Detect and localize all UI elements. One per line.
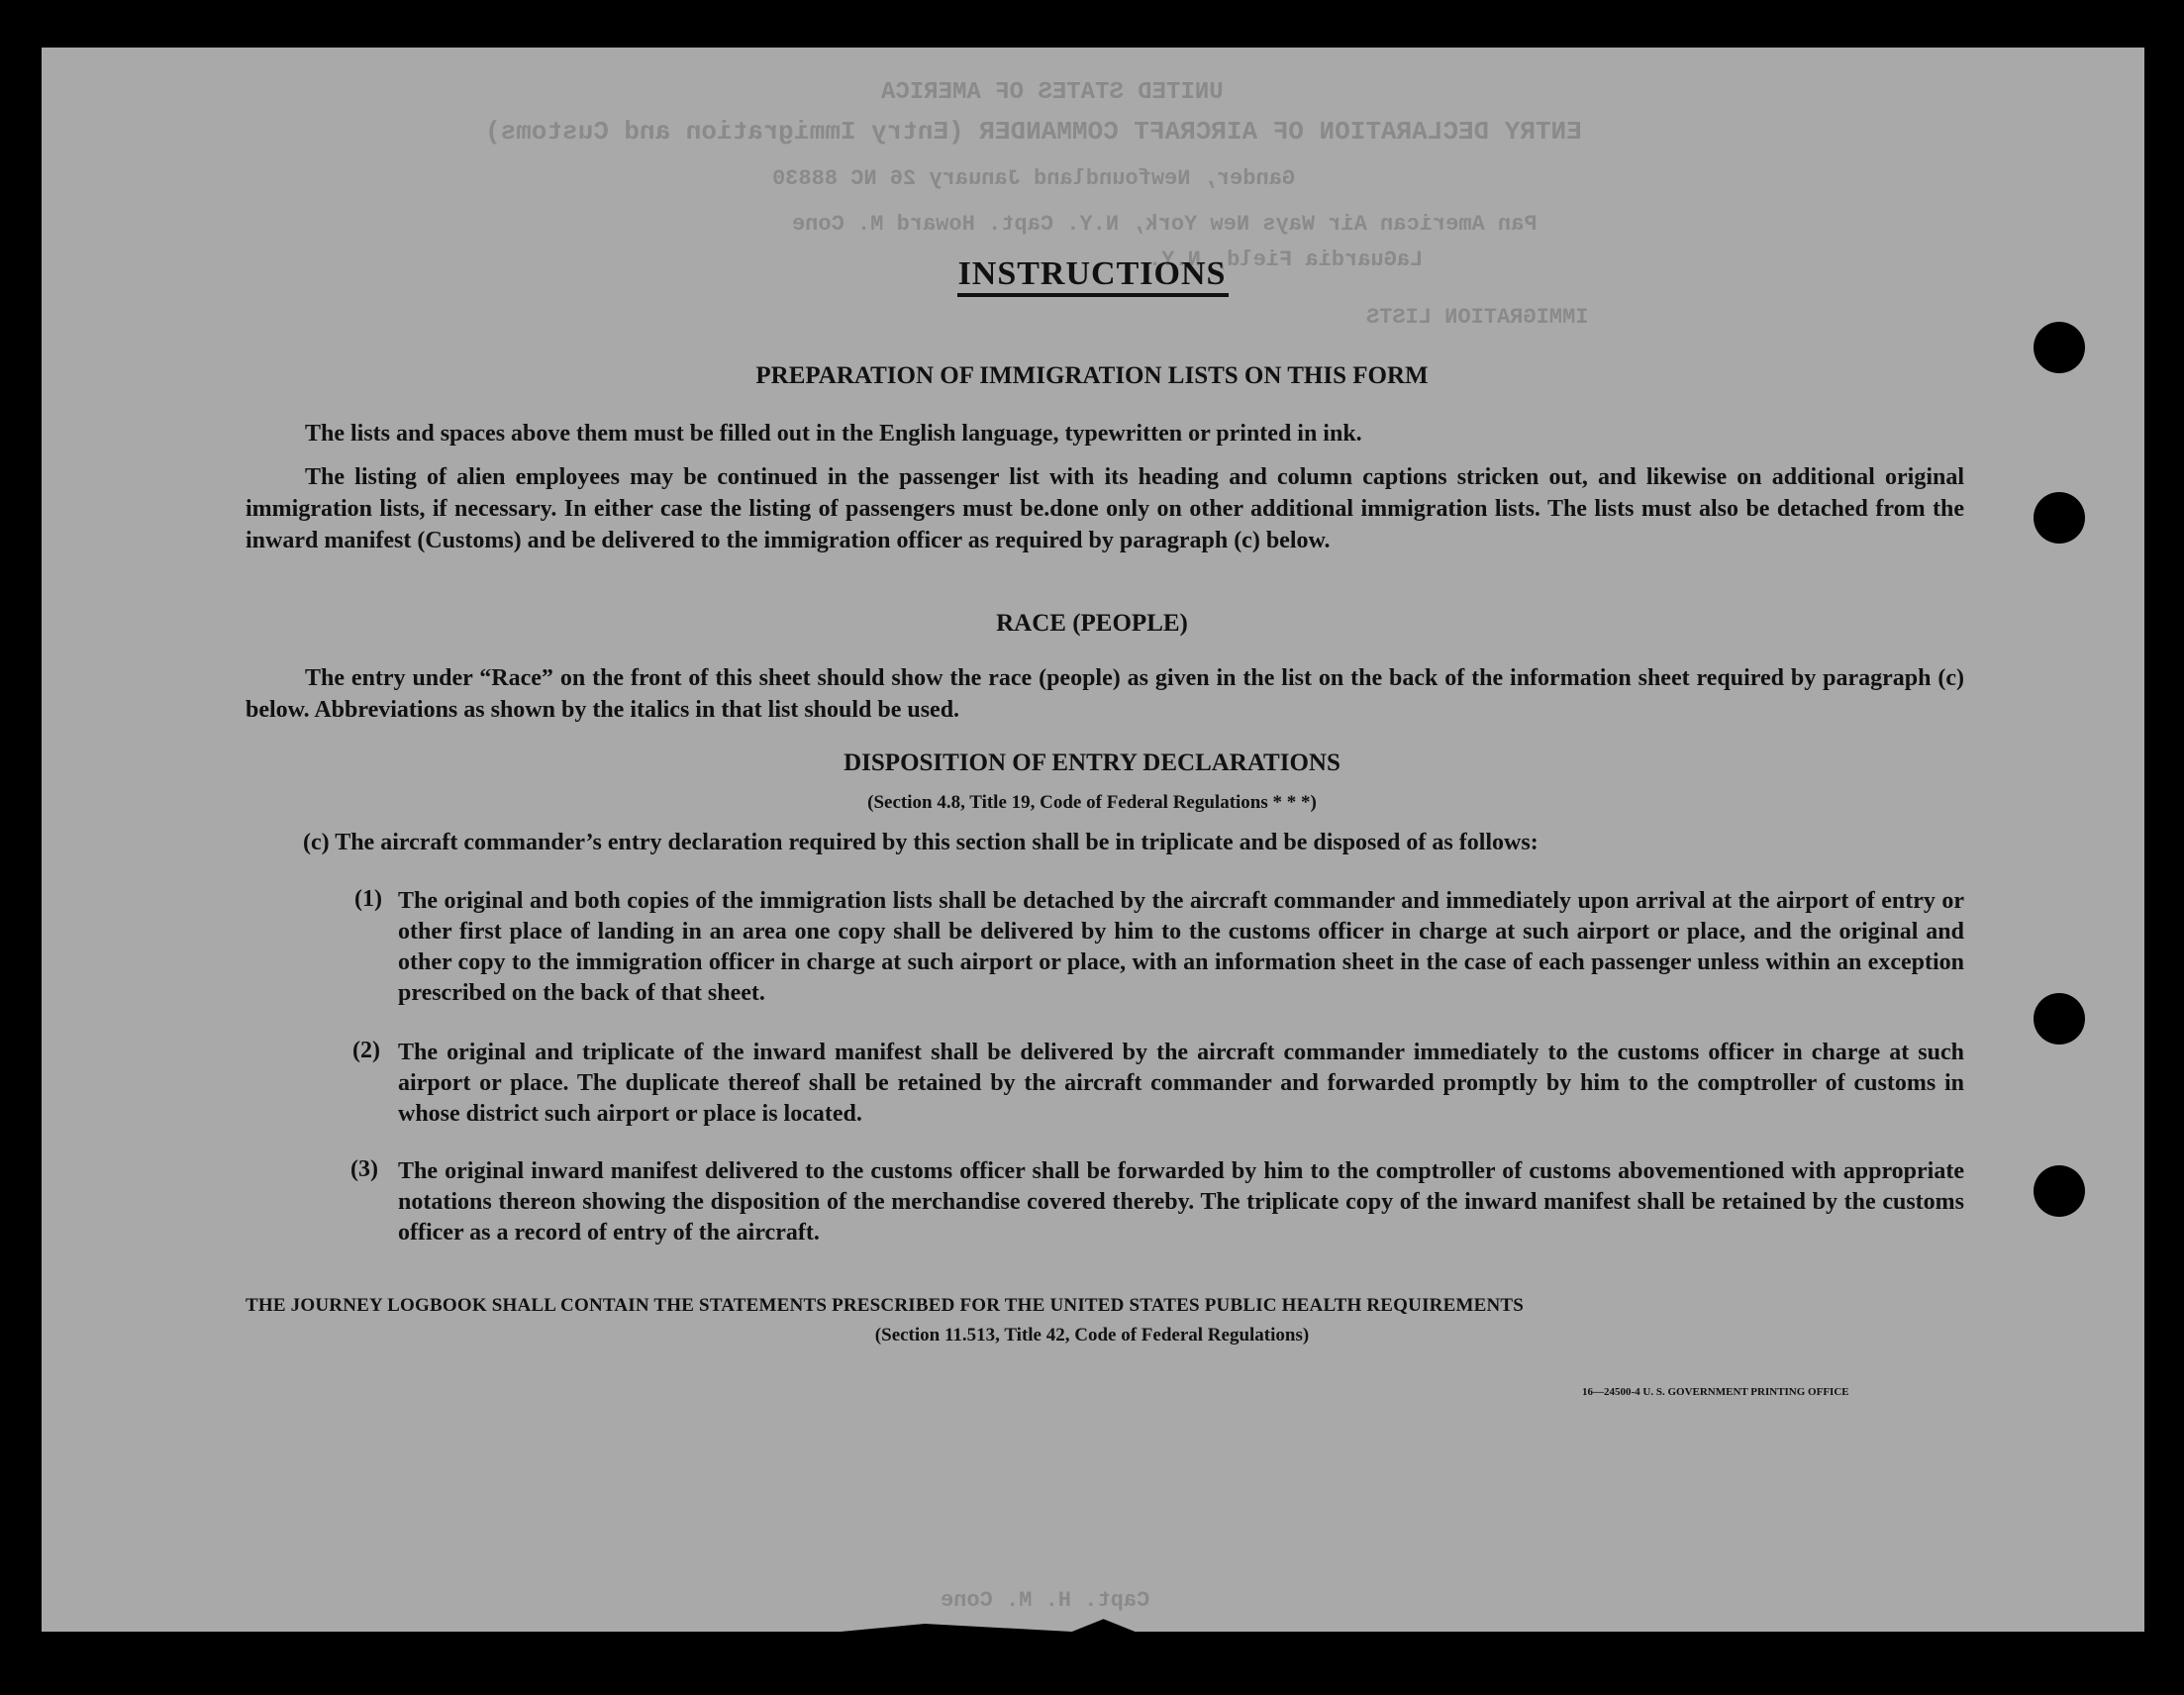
- heading-disposition: DISPOSITION OF ENTRY DECLARATIONS: [844, 749, 1340, 776]
- punch-hole-2: [2034, 492, 2085, 544]
- heading-race: RACE (PEOPLE): [996, 610, 1188, 637]
- disposition-citation: (Section 4.8, Title 19, Code of Federal Regulations * * *): [867, 792, 1317, 813]
- bleed-line-5: LaGuardia Field, N.Y.: [1148, 248, 1424, 272]
- item-3-text: The original inward manifest delivered to the customs officer shall be forwarded by him to the comptroller of customs abovementioned with appropriate notations thereon showing the disposition of the merchandise covered thereby. The triplicate copy of the inward manifest shall be retained by the customs officer as a record of entry of the aircraft.: [398, 1158, 1964, 1246]
- title-underline: [957, 293, 1229, 297]
- bleed-line-2: ENTRY DECLARATION OF AIRCRAFT COMMANDER (Entry Immigration and Customs): [485, 117, 1582, 147]
- printer-imprint: 16—24500-4 U. S. GOVERNMENT PRINTING OFFICE: [1582, 1386, 1849, 1398]
- page-title: INSTRUCTIONS: [957, 255, 1227, 292]
- disposition-intro: (c) The aircraft commander’s entry declaration required by this section shall be in triplicate and be disposed of as follows:: [303, 830, 1539, 855]
- bleed-line-6: IMMIGRATION LISTS: [1366, 305, 1589, 330]
- heading-preparation: PREPARATION OF IMMIGRATION LISTS ON THIS FORM: [755, 362, 1429, 389]
- prep-paragraph-2: The listing of alien employees may be continued in the passenger list with its heading and column captions stricken out, and likewise on additional original immigration lists, if necessary. In either case the listing of passengers must be.done only on other additional immigration lists. The lists must also be detached from the inward manifest (Customs) and be delivered to the immigration officer as required by paragraph (c) below.: [246, 464, 1964, 553]
- race-paragraph: The entry under “Race” on the front of this sheet should show the race (people) as given in the list on the back of the information sheet required by paragraph (c) below. Abbreviations as shown by the italics in that list should be used.: [246, 665, 1964, 723]
- bleed-line-3: Gander, Newfoundland January 26 NC 88830: [772, 166, 1296, 191]
- prep-paragraph-1: The lists and spaces above them must be filled out in the English language, typewritten or printed in ink.: [305, 421, 1362, 447]
- item-2-text: The original and triplicate of the inward manifest shall be delivered by the aircraft commander immediately to the customs officer in charge at such airport or place. The duplicate thereof shall be retained by the aircraft commander and forwarded promptly by him to the comptroller of customs in whose district such airport or place is located.: [398, 1040, 1964, 1127]
- item-1-number: (1): [354, 886, 382, 912]
- item-1-text: The original and both copies of the immigration lists shall be detached by the aircraft commander and immediately upon arrival at the airport of entry or other first place of landing in an area one copy shall be delivered by him to the customs officer in charge at such airport or place, and the original and other copy to the immigration officer in charge at such airport or place, with an information sheet in the case of each passenger unless within an exception prescribed on the back of that sheet.: [398, 888, 1964, 1006]
- item-2-number: (2): [352, 1038, 380, 1063]
- bleed-line-1: UNITED STATES OF AMERICA: [881, 79, 1224, 106]
- punch-hole-4: [2034, 1165, 2085, 1217]
- punch-hole-3: [2034, 993, 2085, 1045]
- logbook-citation: (Section 11.513, Title 42, Code of Federal Regulations): [874, 1325, 1310, 1346]
- logbook-statement: THE JOURNEY LOGBOOK SHALL CONTAIN THE STATEMENTS PRESCRIBED FOR THE UNITED STATES PUBLIC HEALTH REQUIREMENTS: [246, 1295, 1525, 1316]
- bleed-line-7: Capt. H. M. Cone: [941, 1588, 1150, 1613]
- item-3-number: (3): [350, 1156, 378, 1182]
- bleed-line-4: Pan American Air Ways New York, N.Y. Capt. Howard M. Cone: [792, 212, 1538, 237]
